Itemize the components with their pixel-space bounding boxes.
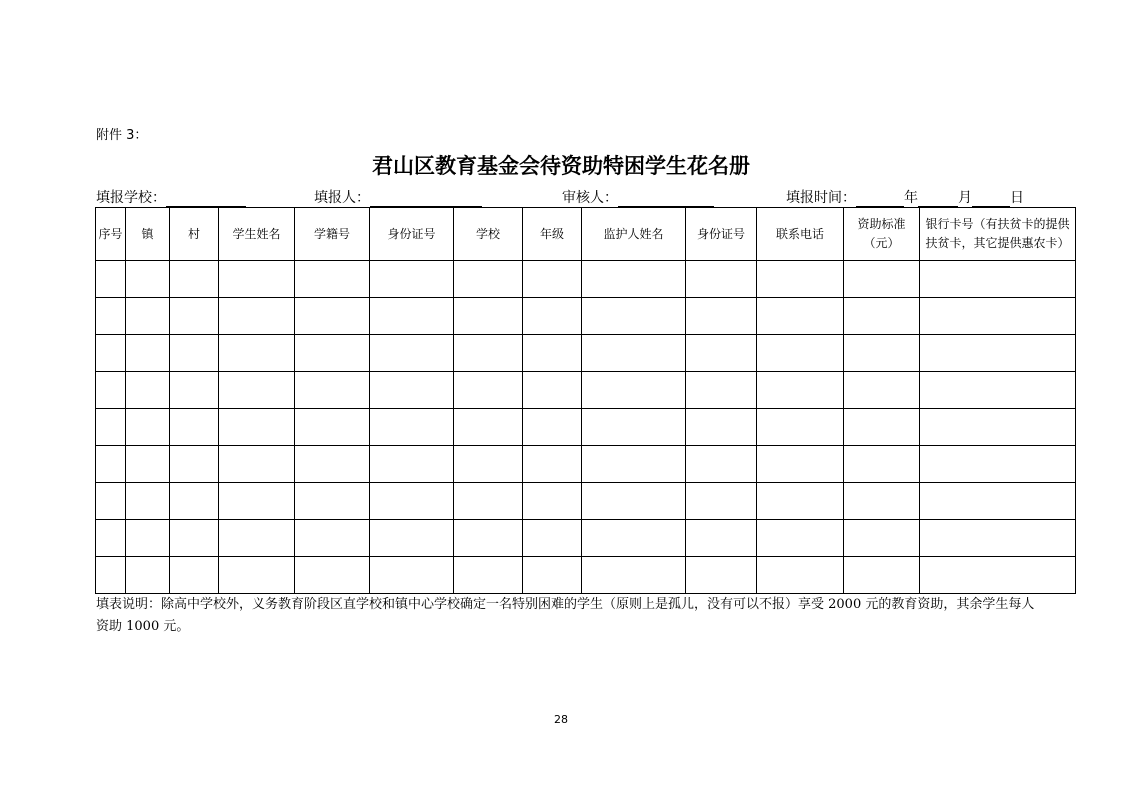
- table-cell[interactable]: [582, 446, 686, 483]
- table-cell[interactable]: [582, 557, 686, 594]
- table-cell[interactable]: [454, 261, 523, 298]
- table-cell[interactable]: [757, 335, 844, 372]
- table-cell[interactable]: [523, 446, 582, 483]
- table-cell[interactable]: [126, 520, 170, 557]
- header-id-card: 身份证号: [370, 208, 454, 261]
- table-cell[interactable]: [219, 557, 295, 594]
- table-cell[interactable]: [295, 261, 370, 298]
- table-cell[interactable]: [126, 483, 170, 520]
- fill-info-line: [96, 187, 1076, 209]
- table-cell[interactable]: [170, 335, 219, 372]
- table-cell[interactable]: [686, 335, 757, 372]
- table-cell[interactable]: [686, 557, 757, 594]
- table-cell[interactable]: [170, 298, 219, 335]
- table-row: [96, 372, 1076, 409]
- header-town: 镇: [126, 208, 170, 261]
- table-row: [96, 298, 1076, 335]
- table-cell[interactable]: [582, 335, 686, 372]
- table-cell[interactable]: [757, 520, 844, 557]
- table-cell[interactable]: [757, 409, 844, 446]
- header-grade: 年级: [523, 208, 582, 261]
- table-cell[interactable]: [96, 298, 126, 335]
- table-cell[interactable]: [219, 446, 295, 483]
- table-cell[interactable]: [295, 372, 370, 409]
- table-cell[interactable]: [295, 409, 370, 446]
- page-title: 君山区教育基金会待资助特困学生花名册: [372, 154, 750, 178]
- school-blank[interactable]: [166, 192, 246, 207]
- reviewer-label: 审核人：: [562, 190, 618, 206]
- table-cell[interactable]: [844, 298, 920, 335]
- table-cell[interactable]: [757, 298, 844, 335]
- table-cell[interactable]: [523, 335, 582, 372]
- table-cell[interactable]: [170, 520, 219, 557]
- table-cell[interactable]: [844, 520, 920, 557]
- table-cell[interactable]: [844, 372, 920, 409]
- table-cell[interactable]: [96, 520, 126, 557]
- table-cell[interactable]: [96, 261, 126, 298]
- table-cell[interactable]: [370, 483, 454, 520]
- filler-blank[interactable]: [370, 192, 482, 207]
- table-cell[interactable]: [295, 446, 370, 483]
- table-cell[interactable]: [370, 446, 454, 483]
- table-body: [96, 261, 1076, 594]
- table-cell[interactable]: [454, 483, 523, 520]
- table-row: [96, 335, 1076, 372]
- day-label: 日: [1010, 190, 1024, 206]
- table-cell[interactable]: [844, 335, 920, 372]
- table-cell[interactable]: [523, 298, 582, 335]
- table-cell[interactable]: [920, 372, 1076, 409]
- table-cell[interactable]: [454, 446, 523, 483]
- reviewer-field: [562, 187, 714, 207]
- header-guardian-id-card: 身份证号: [686, 208, 757, 261]
- header-seq: 序号: [96, 208, 126, 261]
- table-cell[interactable]: [686, 446, 757, 483]
- school-label: 填报学校：: [96, 190, 166, 206]
- table-cell[interactable]: [523, 372, 582, 409]
- table-cell[interactable]: [219, 335, 295, 372]
- time-field: [786, 187, 1024, 207]
- table-cell[interactable]: [170, 483, 219, 520]
- table-cell[interactable]: [523, 261, 582, 298]
- header-bank-card: 银行卡号（有扶贫卡的提供扶贫卡，其它提供惠农卡）: [920, 208, 1076, 261]
- table-row: [96, 483, 1076, 520]
- table-cell[interactable]: [454, 557, 523, 594]
- table-cell[interactable]: [844, 261, 920, 298]
- table-cell[interactable]: [582, 298, 686, 335]
- table-cell[interactable]: [920, 261, 1076, 298]
- table-cell[interactable]: [370, 372, 454, 409]
- table-cell[interactable]: [844, 446, 920, 483]
- table-row: [96, 520, 1076, 557]
- table-cell[interactable]: [170, 409, 219, 446]
- table-cell[interactable]: [126, 372, 170, 409]
- table-cell[interactable]: [454, 298, 523, 335]
- table-cell[interactable]: [370, 409, 454, 446]
- table-cell[interactable]: [920, 335, 1076, 372]
- year-blank[interactable]: [856, 192, 904, 207]
- table-cell[interactable]: [582, 483, 686, 520]
- table-cell[interactable]: [370, 520, 454, 557]
- table-cell[interactable]: [582, 409, 686, 446]
- reviewer-blank[interactable]: [618, 192, 714, 207]
- filler-label: 填报人：: [314, 190, 370, 206]
- header-guardian-name: 监护人姓名: [582, 208, 686, 261]
- table-cell[interactable]: [219, 409, 295, 446]
- table-cell[interactable]: [920, 446, 1076, 483]
- table-cell[interactable]: [844, 557, 920, 594]
- table-cell[interactable]: [686, 261, 757, 298]
- month-blank[interactable]: [918, 192, 958, 207]
- table-cell[interactable]: [582, 372, 686, 409]
- table-cell[interactable]: [126, 298, 170, 335]
- table-cell[interactable]: [844, 483, 920, 520]
- table-cell[interactable]: [295, 483, 370, 520]
- table-cell[interactable]: [523, 483, 582, 520]
- table-row: [96, 557, 1076, 594]
- table-cell[interactable]: [219, 483, 295, 520]
- filler-field: [314, 187, 482, 207]
- table-cell[interactable]: [523, 520, 582, 557]
- table-cell[interactable]: [170, 261, 219, 298]
- table-cell[interactable]: [370, 335, 454, 372]
- table-cell[interactable]: [295, 557, 370, 594]
- table-cell[interactable]: [219, 261, 295, 298]
- table-cell[interactable]: [920, 557, 1076, 594]
- header-aid-standard: 资助标准（元）: [844, 208, 920, 261]
- table-cell[interactable]: [523, 409, 582, 446]
- table-cell[interactable]: [686, 520, 757, 557]
- header-school: 学校: [454, 208, 523, 261]
- month-label: 月: [958, 190, 972, 206]
- table-cell[interactable]: [96, 446, 126, 483]
- table-cell[interactable]: [523, 557, 582, 594]
- table-cell[interactable]: [170, 557, 219, 594]
- table-row: [96, 261, 1076, 298]
- table-cell[interactable]: [370, 261, 454, 298]
- table-cell[interactable]: [757, 261, 844, 298]
- table-cell[interactable]: [219, 372, 295, 409]
- table-cell[interactable]: [757, 372, 844, 409]
- table-cell[interactable]: [686, 372, 757, 409]
- table-cell[interactable]: [454, 520, 523, 557]
- table-cell[interactable]: [295, 520, 370, 557]
- school-field: [96, 187, 246, 207]
- student-roster-table: [95, 207, 1076, 594]
- table-cell[interactable]: [454, 372, 523, 409]
- table-cell[interactable]: [170, 446, 219, 483]
- table-cell[interactable]: [582, 261, 686, 298]
- table-cell[interactable]: [126, 335, 170, 372]
- table-cell[interactable]: [920, 409, 1076, 446]
- table-cell[interactable]: [686, 483, 757, 520]
- table-cell[interactable]: [295, 298, 370, 335]
- table-cell[interactable]: [370, 298, 454, 335]
- table-cell[interactable]: [126, 446, 170, 483]
- table-cell[interactable]: [96, 557, 126, 594]
- table-cell[interactable]: [454, 335, 523, 372]
- page-number: 28: [554, 713, 568, 726]
- table-cell[interactable]: [126, 557, 170, 594]
- day-blank[interactable]: [972, 192, 1010, 207]
- header-village: 村: [170, 208, 219, 261]
- table-cell[interactable]: [96, 372, 126, 409]
- table-cell[interactable]: [170, 372, 219, 409]
- table-cell[interactable]: [920, 298, 1076, 335]
- table-cell[interactable]: [96, 483, 126, 520]
- table-cell[interactable]: [582, 520, 686, 557]
- attachment-label: 附件 3：: [96, 128, 148, 143]
- table-row: [96, 446, 1076, 483]
- table-cell[interactable]: [686, 409, 757, 446]
- table-cell[interactable]: [96, 409, 126, 446]
- header-phone: 联系电话: [757, 208, 844, 261]
- table-cell[interactable]: [126, 409, 170, 446]
- table-cell[interactable]: [757, 557, 844, 594]
- table-cell[interactable]: [757, 446, 844, 483]
- header-student-name: 学生姓名: [219, 208, 295, 261]
- table-cell[interactable]: [757, 483, 844, 520]
- table-row: [96, 409, 1076, 446]
- fill-instructions: 填表说明：除高中学校外，义务教育阶段区直学校和镇中心学校确定一名特别困难的学生（原则上是孤儿，没有可以不报）享受 2000 元的教育资助，其余学生每人资助 1000 元。: [96, 597, 1035, 634]
- table-cell[interactable]: [219, 298, 295, 335]
- table-cell[interactable]: [126, 261, 170, 298]
- time-label: 填报时间：: [786, 190, 856, 206]
- year-label: 年: [904, 190, 918, 206]
- table-cell[interactable]: [844, 409, 920, 446]
- header-student-id: 学籍号: [295, 208, 370, 261]
- table-cell[interactable]: [454, 409, 523, 446]
- table-cell[interactable]: [686, 298, 757, 335]
- table-cell[interactable]: [219, 520, 295, 557]
- table-cell[interactable]: [920, 520, 1076, 557]
- table-cell[interactable]: [295, 335, 370, 372]
- table-cell[interactable]: [96, 335, 126, 372]
- table-cell[interactable]: [370, 557, 454, 594]
- table-header-row: [96, 208, 1076, 261]
- table-cell[interactable]: [920, 483, 1076, 520]
